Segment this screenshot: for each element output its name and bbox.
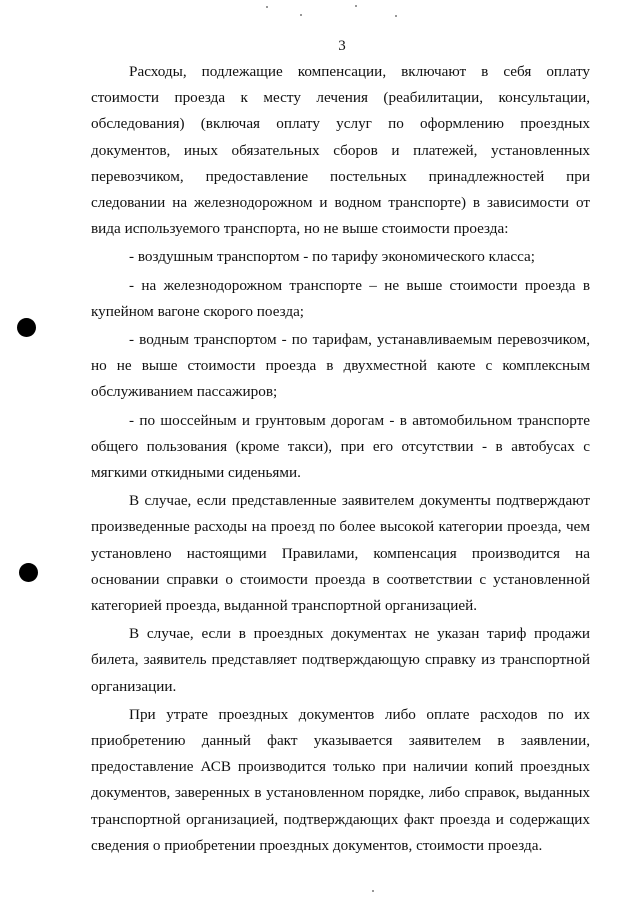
punch-hole-mark xyxy=(17,318,36,337)
paragraph-expenses-intro: Расходы, подлежащие компенсации, включают в себя оплату стоимости проезда к месту лечения (реабилитации, консультации, обследования) (включая оплату услуг по оформлению проездных документов, иных обязательных сборов и платежей, установленных перевозчиком, предоставление постельных принадлежностей при следовании на железнодорожном и водном транспорте) в зависимости от вида используемого транспорта, но не выше стоимости проезда: xyxy=(91,63,590,238)
scan-speck xyxy=(266,6,268,8)
document-body xyxy=(91,59,590,859)
scan-speck xyxy=(355,5,357,7)
paragraph-higher-category: В случае, если представленные заявителем документы подтверждают произведенные расходы на проезд по более высокой категории проезда, чем установлено настоящими Правилами, компенсация производится на основании справки о стоимости проезда в соответствии с установленной категорией проезда, выданной транспортной организацией. xyxy=(91,492,590,615)
paragraph-rail-transport: - на железнодорожном транспорте – не выше стоимости проезда в купейном вагоне скорого поезда; xyxy=(91,276,590,320)
paragraph-lost-documents: При утрате проездных документов либо оплате расходов по их приобретению данный факт указывается заявителем в заявлении, предоставление АСВ производится только при наличии копий проездных документов, заверенных в установленном порядке, либо справок, выданных транспортной организацией, подтверждающих факт проезда и содержащих сведения о приобретении проездных документов, стоимости проезда. xyxy=(91,705,590,854)
paragraph-road-transport: - по шоссейным и грунтовым дорогам - в автомобильном транспорте общего пользования (кроме такси), при его отсутствии - в автобусах с мягкими откидными сиденьями. xyxy=(91,411,590,482)
paragraph-water-transport: - водным транспортом - по тарифам, устанавливаемым перевозчиком, но не выше стоимости проезда в двухместной каюте с комплексным обслуживанием пассажиров; xyxy=(91,331,590,401)
paragraph-air-transport: - воздушным транспортом - по тарифу экономического класса; xyxy=(129,248,535,266)
scan-speck xyxy=(395,15,397,17)
punch-hole-mark xyxy=(19,563,38,582)
scan-speck xyxy=(372,890,374,892)
paragraph-missing-tariff: В случае, если в проездных документах не указан тариф продажи билета, заявитель представляет подтверждающую справку из транспортной организации. xyxy=(91,625,590,695)
page-number: 3 xyxy=(338,38,346,54)
scan-speck xyxy=(300,14,302,16)
